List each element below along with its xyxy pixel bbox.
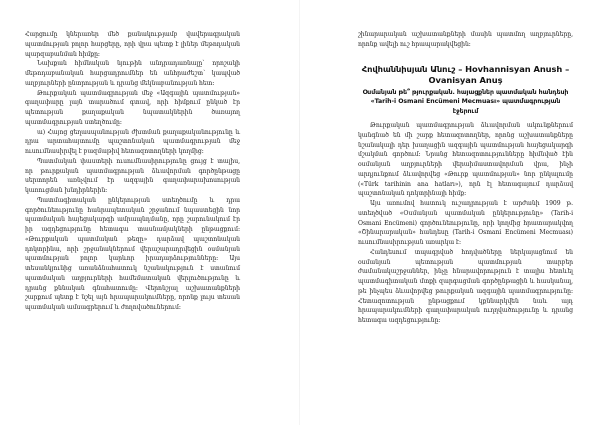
right-paragraph: Հանդեսում տպագրված հոդվածները ներկայացնում են օսմանյան պետության պատմության տարբեր ժամանակաշրջաններ, ինչը հնարավորություն է տալիս հետևել պատմագիտական մտքի զարգացման գործընթացին և հասկանալ, թե ինչպես ձևավորվեց թուրքական ազգային պատմագրությունը։ Հետազոտության ընթացքում կքննարկվեն նաև այդ հրապարակումների գաղափարական ուղղվածությունը և դրանց հետագա ազդեցությունը։: [358, 248, 573, 324]
right-paragraph: Այս առումով հատուկ ուշադրության է արժանի 1909 թ. ստեղծված «Օսմանյան պատմական ընկերությունը» (Tarih-i Osmani Encümeni) գործունեությունը, որի կողմից հրատարակվող «Շինարարական» հանդեսը (Tarih-i Osmani Encümeni Mecmuası) ուսումնասիրության առարկա է։: [358, 200, 573, 246]
left-paragraph: ա) Հայոց ցեղասպանության ժխտման քաղաքականությունը և դրա արտահայտումը պաշտոնական պատմագրության մեջ ուսումնասիրվել է բազմաթիվ հետազոտողների կողմից։: [25, 128, 240, 155]
right-page: [358, 30, 573, 326]
left-page: [25, 30, 240, 313]
left-paragraph: Հարցումը կներառեր մեծ քանակությամբ վավերագրական պատմության բոլոր հարցերը, որի վրա պետք է լիներ մեթոդական պարզաբանման հիմքը։: [25, 31, 240, 58]
right-intro: շինարարական աշխատանքների մասին պատմող աղբյուրները, որոնք ավելի ուշ հրապարակվեցին։: [358, 31, 573, 48]
left-paragraph: Նախքան հիմնական նյութին անդրադառնալը՝ որոշակի մեթոդաբանական հարցադրումներ են անհրաժեշտ՝ կապված աղբյուրների ընտրության և դրանց մեկնաբանության հետ։: [25, 60, 240, 87]
page-gutter: [299, 0, 300, 425]
article-heading: [358, 64, 573, 117]
article-title: Օսմանյան թե՞ թյուրքական. հայացքներ պատմական հանդեսի «Tarih-i Osmani Encümeni Mecmuası» պատմագրության էջերում: [362, 88, 569, 115]
article-author: Հովհաննիսյան Անուշ – Hovhannisyan Anush – Ovanisyan Anuş: [361, 63, 570, 85]
left-paragraph: Թուրքական պատմագրության մեջ «Ազգային պատմության» գաղափարը լայն տարածում գտավ, որի հիմքում ընկած էր պետության քաղաքական նպատակներին ծառայող պատմագրության ստեղծումը։: [25, 89, 240, 126]
left-paragraph: Պատմագիտական ընկերության ստեղծումը և դրա գործունեությունը հանրապետական շրջանում նպաստեցին նոր պատմական հայեցակարգի ամրապնդմանը, որը շարունակում էր իր ազդեցությունը հետագա տասնամյակների ընթացքում։ «Թուրքական պատմական թեզը» դարձավ պաշտոնական դոկտրինա, որի շրջանակներում վերաշարադրվեցին օսմանյան պատմության բոլոր կարևոր իրադարձությունները։ Այս տեսանկյունից առանձնահատուկ նշանակություն է ստանում պատմական աղբյուրների համեմատական վերլուծությունը և դրանց քննական գնահատումը։ Վերոնշյալ աշխատանքների շարքում պետք է նշել այն հրապարակումները, որոնք լույս տեսան պատմական ամսագրերում և ժողովածուներում։: [25, 196, 240, 311]
left-paragraph: Պատմական փաստերի ուսումնասիրությունը ցույց է տալիս, որ թուրքական պատմագրության ձևավորման գործընթացը սերտորեն առնչվում էր ազգային գաղափարախոսության կառուցման խնդիրներին։: [25, 157, 240, 194]
right-paragraph: Թուրքական պատմագրության ձևավորման ակունքներում կանգնած են մի շարք հետազոտողներ, որոնց աշխատանքները նշանակալի դեր խաղացին ազգային պատմության հայեցակարգի մշակման գործում։ Նրանց հետազոտությունները հիմնված էին օսմանյան աղբյուրների վերաիմաստավորման վրա, ինչի արդյունքում ձևավորվեց «Թուրք պատմության» նոր ընկալումը («Türk tarihinin ana hatları»), որն էլ հետագայում դարձավ պաշտոնական դոկտրինայի հիմք։: [358, 122, 573, 198]
